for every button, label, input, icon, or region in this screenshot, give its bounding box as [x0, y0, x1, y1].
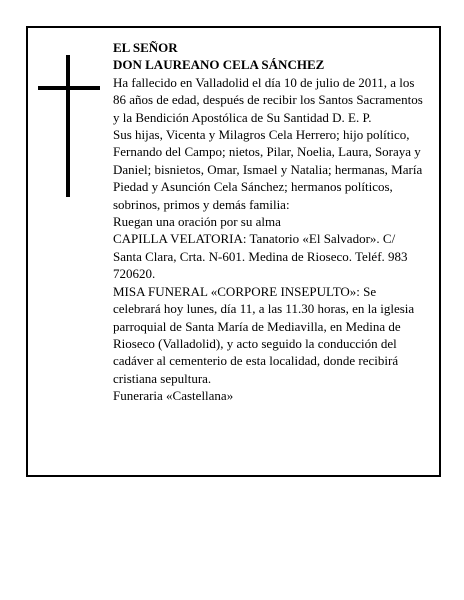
funeral-home: Funeraria «Castellana»: [113, 388, 234, 404]
notice-text: [113, 39, 423, 405]
death-announcement: Ha fallecido en Valladolid el día 10 de julio de 2011, a los 86 años de edad, después de recibir los Santos Sacramentos y la Bendición Apostólica de Su Santidad D. E. P.: [113, 74, 423, 125]
deceased-title: EL SEÑOR: [113, 40, 178, 55]
cross-icon: [38, 55, 100, 197]
deceased-name: DON LAUREANO CELA SÁNCHEZ: [113, 57, 325, 73]
prayer-request: Ruegan una oración por su alma: [113, 214, 281, 230]
cross-vertical-bar: [66, 55, 70, 197]
cross-horizontal-bar: [38, 86, 100, 90]
family-list: Sus hijas, Vicenta y Milagros Cela Herrero; hijo político, Fernando del Campo; nietos, Pilar, Noelia, Laura, Soraya y Daniel; bisnietos, Omar, Ismael y Natalia; hermanas, María Piedad y Asunción Cela Sánchez; hermanos políticos, sobrinos, primos y demás familia:: [113, 127, 423, 212]
chapel-info: CAPILLA VELATORIA: Tanatorio «El Salvador». C/ Santa Clara, Crta. N-601. Medina de Rioseco. Teléf. 983 720620.: [113, 231, 408, 282]
funeral-mass-info: MISA FUNERAL «CORPORE INSEPULTO»: Se celebrará hoy lunes, día 11, a las 11.30 horas, en la iglesia parroquial de Santa María de Mediavilla, en Medina de Rioseco (Valladolid), y acto seguido la conducción del cadáver al cementerio de esta localidad, donde recibirá cristiana sepultura.: [113, 283, 415, 386]
